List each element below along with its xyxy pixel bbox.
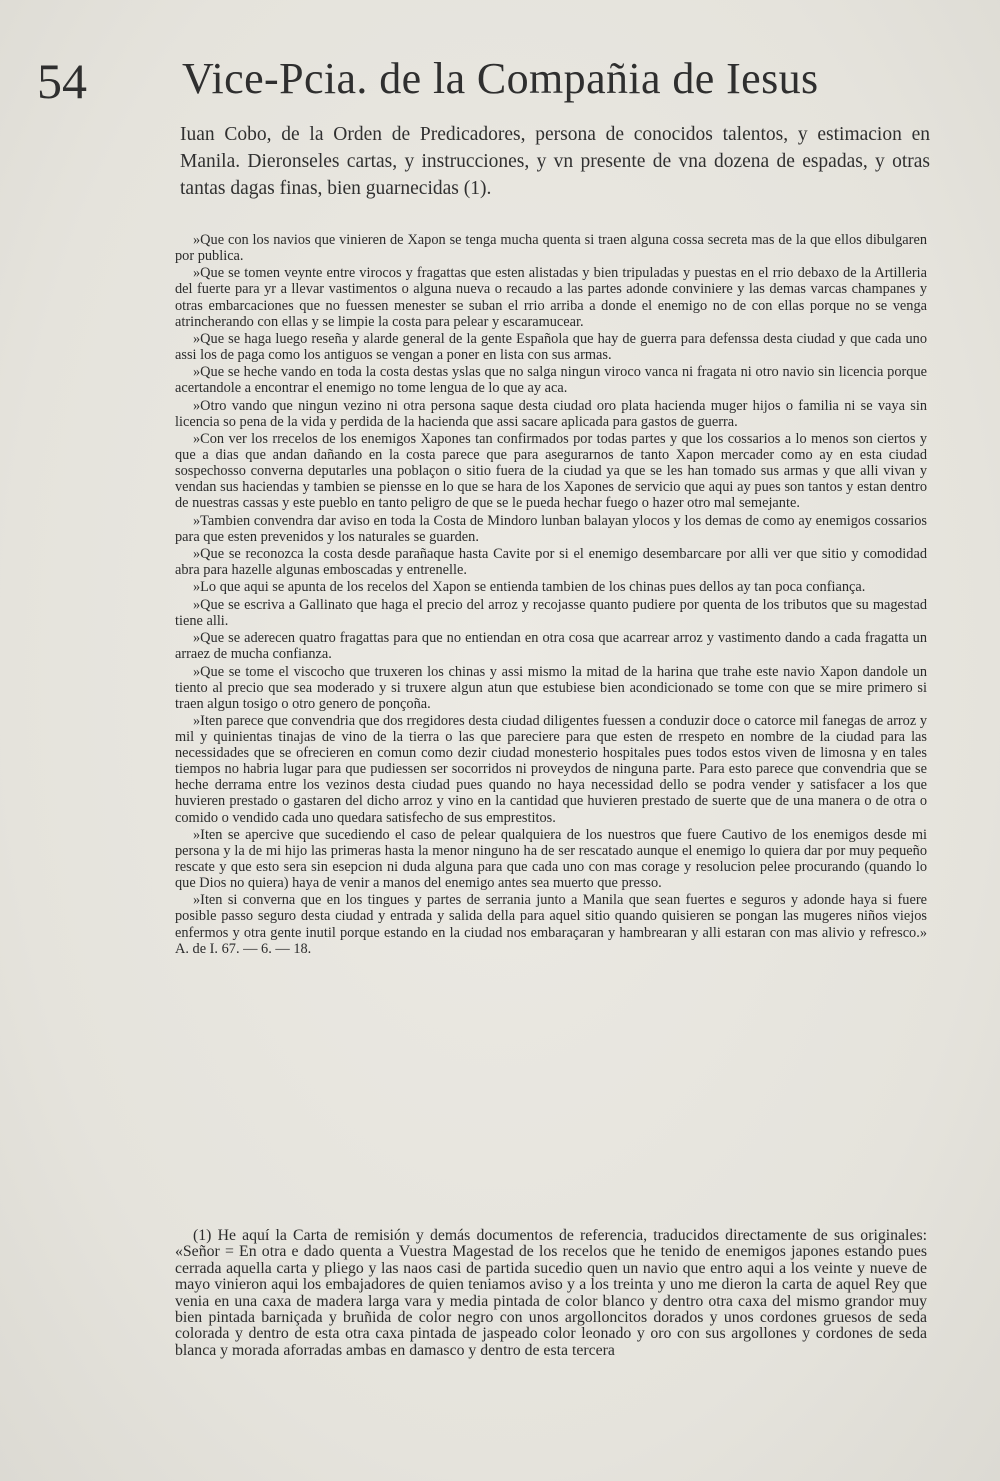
- paragraph: »Iten parece que convendria que dos rregidores desta ciudad diligentes fuessen a conduzir doce o catorce mil fanegas de arroz y mil y quinientas tinajas de vino de la tierra o las que pareciere para que esten de rrespeto en nombre de la ciudad para las necessidades que se ofrecieren en comun como dezir ciudad monesterio hospitales pues todos estos viven de limosna y en tales tiempos no habria lugar para que pudiessen ser socorridos ni proveydos de ninguna parte. Para esto parece que convendria que se heche derrama entre los vezinos desta ciudad pues quando no haya necessidad dello se podra vender y satisfacer a los que huvieren prestado o gastaren del dicho arroz y vino en la cantidad que huvieren prestado de suerte que de una manera o de otra o comido o vendido cada uno quedara satisfecho de sus emprestitos.: [175, 712, 927, 826]
- paragraph: »Que se haga luego reseña y alarde general de la gente Española que hay de guerra para defenssa desta ciudad y que cada uno assi los de paga como los antiguos se vengan a poner en lista con sus armas.: [175, 330, 927, 364]
- intro-paragraph: Iuan Cobo, de la Orden de Predicadores, persona de conocidos talentos, y estimacion en Manila. Dieronseles cartas, y instrucciones, y vn presente de vna dozena de espadas, y otras tantas dagas finas, bien guarnecidas (1).: [180, 124, 930, 199]
- paragraph: »Otro vando que ningun vezino ni otra persona saque desta ciudad oro plata hacienda muger hijos o familia ni se vaya sin licencia so pena de la vida y perdida de la hacienda que assi sacare aplicada para gastos de guerra.: [175, 397, 927, 430]
- paragraph: »Con ver los rrecelos de los enemigos Xapones tan confirmados por todas partes y que los cossarios a lo menos son ciertos y que a dias que andan dañando en la costa parece que para asegurarnos de tanto Xapon mercader como ay en esta ciudad sospechosso converna deputarles una poblaçon o sitio fuera de la ciudad ya que se les han tomado sus armas y que alli vivan y vendan sus haciendas y tambien se piensse en lo que se hara de los Xapones de servicio que aqui ay pues son tantos y estan dentro de nuestras cassas y este pueblo en tanto peligro de que se le pueda hechar fuego o hazer otro mal semejante.: [175, 431, 927, 512]
- paragraph: »Lo que aqui se apunta de los recelos del Xapon se entienda tambien de los chinas pues dellos ay tan poca confiança.: [193, 579, 866, 596]
- paragraph: »Iten si converna que en los tingues y partes de serrania junto a Manila que sean fuertes e seguros y adonde haya si fuere posible passo seguro desta ciudad y entrada y salida della para aquel sitio quando quisieren se pongan las mugeres niños viejos enfermos y otra gente inutil porque estando en la ciudad nos embaraçaran y hambrearan y alli estaran con mas alivio y refresco.» A. de I. 67. — 6. — 18.: [175, 892, 927, 957]
- paragraph: »Iten se apercive que sucediendo el caso de pelear qualquiera de los nuestros que fuere Cautivo de los enemigos desde mi persona y la de mi hijo las primeras hasta la menor ninguno ha de ser rescatado aunque el enemigo lo quiera dar por muy pequeño rescate y que esto sera sin esepcion ni duda alguna para que cada uno con mas corage y resolucion pelee procurando (quando lo que Dios no quiera) haya de venir a manos del enemigo antes sea muerto que presso.: [175, 826, 927, 892]
- paragraph: »Que se reconozca la costa desde parañaque hasta Cavite por si el enemigo desembarcare por alli ver que sitio y comodidad abra para hazelle algunas emboscadas y entrenelle.: [175, 546, 927, 579]
- paragraph: »Que se tome el viscocho que truxeren los chinas y assi mismo la mitad de la harina que trahe este navio Xapon dandole un tiento al precio que sea moderado y si truxere algun atun que estubiese bien acondicionado se tome con que se mire primero si traen algun tosigo o otro genero de ponçoña.: [175, 663, 927, 712]
- page-number: 54: [37, 53, 87, 109]
- paragraph: »Que se aderecen quatro fragattas para que no entiendan en otra cosa que acarrear arroz y vastimento dando a cada fragatta un arraez de mucha confianza.: [175, 630, 927, 663]
- footnote-text: (1) He aquí la Carta de remisión y demás documentos de referencia, traducidos directamente de sus originales: «Señor = En otra e dado quenta a Vuestra Magestad de los recelos que he tenido de enemigos japones estando pues cerrada aquella carta y pliego y las naos casi de partida sucedio quen un navio que entro aqui a los veinte y nueve de mayo vinieron aqui los embajadores de quien teniamos aviso y a los treinta y uno me dieron la carta de aquel Rey que venia en una caxa de madera larga vara y media pintada de color blanco y dentro otra caxa del mismo grandor muy bien pintada barniçada y bruñida de color negro con unos argolloncitos dorados y unos cordones gruesos de seda colorada y dentro de esta otra caxa pintada de jaspeado color leonado y oro con sus argollones y cordones de seda blanca y morada aforradas ambas en damasco y dentro de esta tercera: [175, 1227, 927, 1359]
- running-title: Vice-Pcia. de la Compañia de Iesus: [182, 54, 819, 103]
- instructions-body: [175, 232, 927, 958]
- paragraph: »Que se heche vando en toda la costa destas yslas que no salga ningun viroco vanca ni fragata ni otro navio sin licencia porque acertandole a encontrar el enemigo no tome lengua de lo que ay aca.: [175, 364, 927, 397]
- paragraph: »Que con los navios que vinieren de Xapon se tenga mucha quenta si traen alguna cossa secreta mas de la que ellos dibulgaren por publica.: [175, 232, 927, 265]
- footnote: [175, 1228, 927, 1359]
- paragraph: »Que se escriva a Gallinato que haga el precio del arroz y recojasse quanto pudiere por quenta de los tributos que su magestad tiene alli.: [175, 596, 927, 629]
- paragraph: »Tambien convendra dar aviso en toda la Costa de Mindoro lunban balayan ylocos y los demas de como ay enemigos cossarios para que esten prevenidos y los naturales se guarden.: [175, 512, 927, 545]
- paragraph: »Que se tomen veynte entre virocos y fragattas que esten alistadas y bien tripuladas y puestas en el rrio debaxo de la Artilleria del fuerte para yr a llevar vastimentos o alguna nueva o recaudo a las partes adonde conviniere y las demas varcas champanes y otras embarcaciones que no fuessen menester se suban el rrio arriba a donde el enemigo no de con ellas porque no se venga atrincherando con ellas y se limpie la costa para pelear y escaramucear.: [175, 265, 927, 330]
